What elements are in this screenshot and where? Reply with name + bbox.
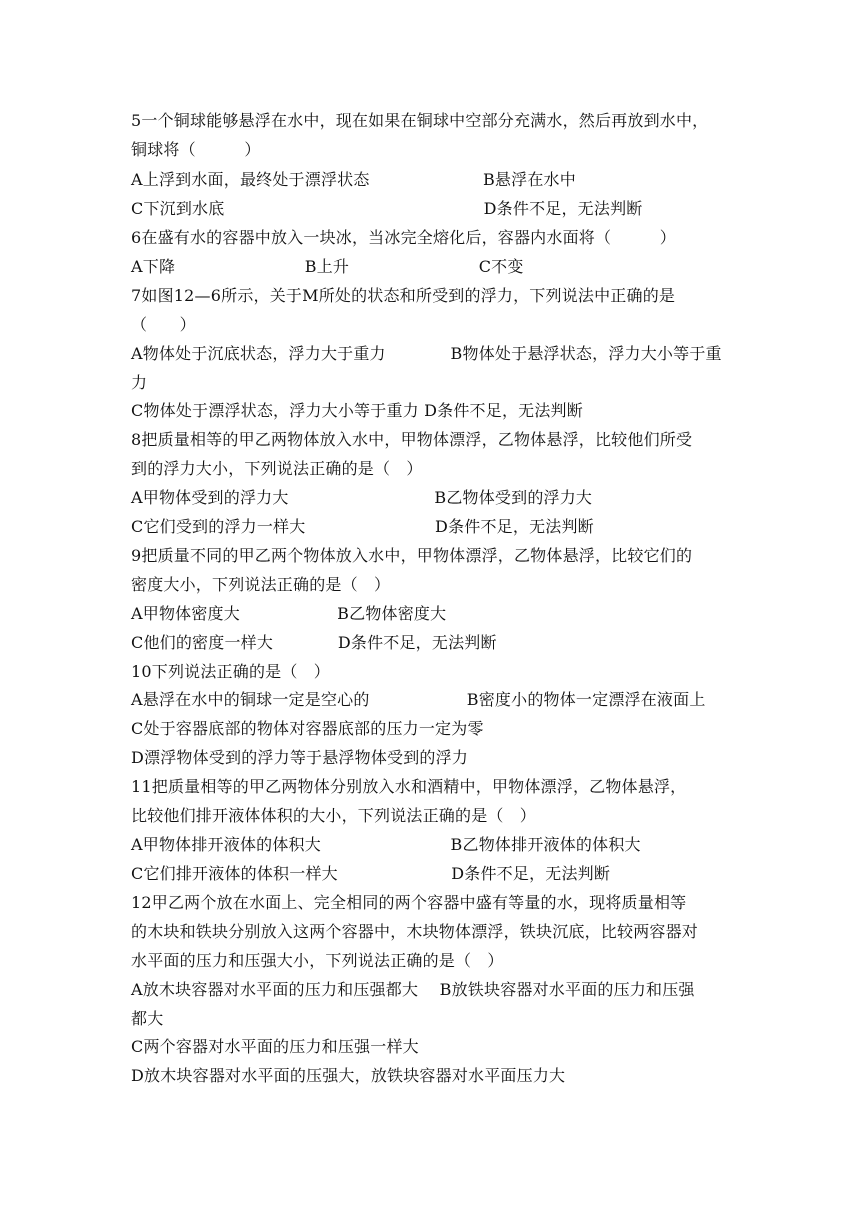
text-line: C处于容器底部的物体对容器底部的压力一定为零 [131,719,484,738]
text-line: 都大 [131,1009,164,1028]
text-line: A上浮到水面，最终处于漂浮状态 B悬浮在水中 [131,170,576,189]
text-line: A悬浮在水中的铜球一定是空心的 B密度小的物体一定漂浮在液面上 [131,690,706,709]
text-line: A下降 B上升 C不变 [131,257,524,276]
text-line: 的木块和铁块分别放入这两个容器中，木块物体漂浮，铁块沉底，比较两容器对 [131,922,699,941]
text-line: C它们受到的浮力一样大 D条件不足，无法判断 [131,517,594,536]
text-line: C物体处于漂浮状态，浮力大小等于重力 D条件不足，无法判断 [131,401,583,420]
text-line: 8把质量相等的甲乙两物体放入水中，甲物体漂浮，乙物体悬浮，比较他们所受 [131,430,693,449]
text-line: 9把质量不同的甲乙两个物体放入水中，甲物体漂浮，乙物体悬浮，比较它们的 [131,546,693,565]
text-line: 12甲乙两个放在水面上、完全相同的两个容器中盛有等量的水，现将质量相等 [131,893,687,912]
text-line: 比较他们排开液体体积的大小，下列说法正确的是（ ） [131,806,537,825]
text-line: C下沉到水底 D条件不足，无法判断 [131,199,643,218]
text-line: A物体处于沉底状态，浮力大于重力 B物体处于悬浮状态，浮力大小等于重 [131,344,722,363]
text-line: 6在盛有水的容器中放入一块冰，当冰完全熔化后，容器内水面将（ ） [131,228,676,247]
text-line: D漂浮物体受到的浮力等于悬浮物体受到的浮力 [131,748,469,767]
text-line: 密度大小，下列说法正确的是（ ） [131,575,391,594]
text-line: D放木块容器对水平面的压强大，放铁块容器对水平面压力大 [131,1066,566,1085]
text-line: C两个容器对水平面的压力和压强一样大 [131,1037,419,1056]
text-line: 11把质量相等的甲乙两物体分别放入水和酒精中，甲物体漂浮，乙物体悬浮， [131,777,687,796]
text-line: A甲物体密度大 B乙物体密度大 [131,604,447,623]
text-line: 7如图12—6所示，关于M所处的状态和所受到的浮力，下列说法中正确的是 [131,286,676,305]
text-line: A放木块容器对水平面的压力和压强都大 B放铁块容器对水平面的压力和压强 [131,980,695,999]
text-line: A甲物体排开液体的体积大 B乙物体排开液体的体积大 [131,835,641,854]
text-line: 到的浮力大小，下列说法正确的是（ ） [131,459,423,478]
text-line: 水平面的压力和压强大小，下列说法正确的是（ ） [131,951,504,970]
text-line: 力 [131,373,148,392]
text-line: C他们的密度一样大 D条件不足，无法判断 [131,633,497,652]
text-line: C它们排开液体的体积一样大 D条件不足，无法判断 [131,864,611,883]
text-line: （ ） [131,315,196,334]
text-line: 5一个铜球能够悬浮在水中，现在如果在铜球中空部分充满水，然后再放到水中， [131,111,709,130]
text-line: 10下列说法正确的是（ ） [131,662,330,681]
text-line: 铜球将（ ） [131,140,261,159]
text-line: A甲物体受到的浮力大 B乙物体受到的浮力大 [131,488,593,507]
